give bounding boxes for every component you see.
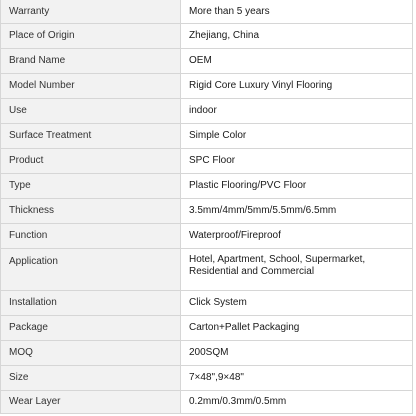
table-row [1, 149, 413, 174]
spec-value: indoor [181, 99, 413, 124]
spec-value: Click System [181, 291, 413, 316]
table-row [1, 391, 413, 414]
spec-label: Thickness [1, 199, 181, 224]
spec-value: 0.2mm/0.3mm/0.5mm [181, 391, 413, 414]
spec-value: Simple Color [181, 124, 413, 149]
spec-label: Warranty [1, 0, 181, 24]
table-row [1, 224, 413, 249]
spec-label: Wear Layer [1, 391, 181, 414]
spec-label: Function [1, 224, 181, 249]
spec-value: Plastic Flooring/PVC Floor [181, 174, 413, 199]
spec-label: Use [1, 99, 181, 124]
table-row [1, 249, 413, 291]
table-row [1, 199, 413, 224]
spec-value: SPC Floor [181, 149, 413, 174]
table-row [1, 99, 413, 124]
spec-value: Waterproof/Fireproof [181, 224, 413, 249]
spec-label: MOQ [1, 341, 181, 366]
spec-label: Size [1, 366, 181, 391]
table-row [1, 316, 413, 341]
table-row [1, 341, 413, 366]
spec-value: Rigid Core Luxury Vinyl Flooring [181, 74, 413, 99]
spec-value: OEM [181, 49, 413, 74]
spec-label: Brand Name [1, 49, 181, 74]
spec-value: More than 5 years [181, 0, 413, 24]
table-row [1, 366, 413, 391]
spec-label: Type [1, 174, 181, 199]
spec-value: Hotel, Apartment, School, Supermarket, Residential and Commercial [181, 249, 413, 291]
spec-value: 7×48",9×48" [181, 366, 413, 391]
spec-label: Application [1, 249, 181, 291]
spec-value: Carton+Pallet Packaging [181, 316, 413, 341]
table-row [1, 24, 413, 49]
spec-label: Product [1, 149, 181, 174]
spec-label: Installation [1, 291, 181, 316]
spec-label: Package [1, 316, 181, 341]
table-row [1, 291, 413, 316]
table-row [1, 124, 413, 149]
table-row [1, 49, 413, 74]
spec-value: 3.5mm/4mm/5mm/5.5mm/6.5mm [181, 199, 413, 224]
table-row [1, 0, 413, 24]
table-row [1, 174, 413, 199]
spec-label: Model Number [1, 74, 181, 99]
spec-value: Zhejiang, China [181, 24, 413, 49]
spec-label: Place of Origin [1, 24, 181, 49]
table-row [1, 74, 413, 99]
spec-value: 200SQM [181, 341, 413, 366]
spec-label: Surface Treatment [1, 124, 181, 149]
